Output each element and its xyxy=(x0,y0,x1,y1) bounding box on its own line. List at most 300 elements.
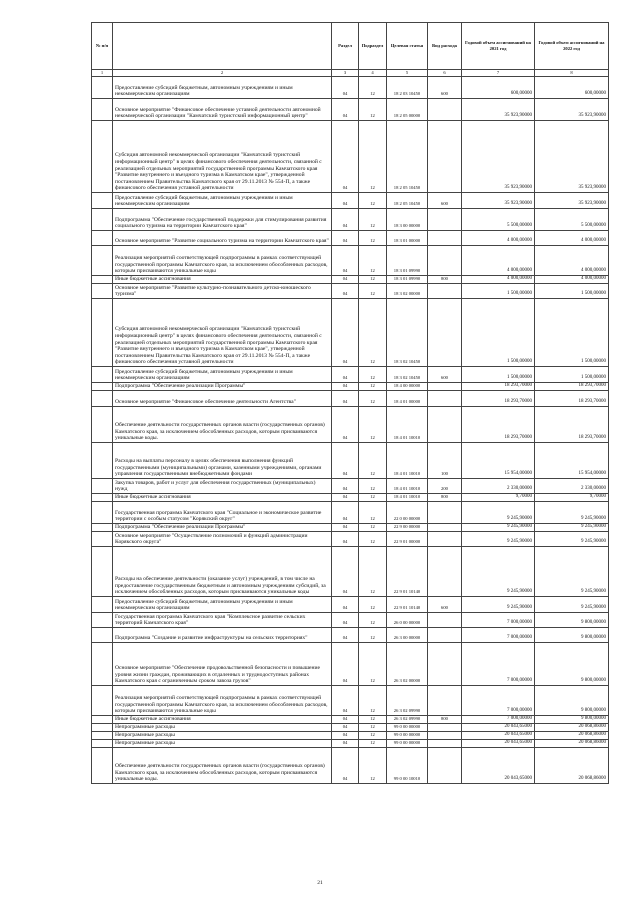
row-amount-2021-cell: 1 500,00000 xyxy=(462,284,535,299)
row-podrazdel-cell: 12 xyxy=(359,494,387,502)
row-num-cell xyxy=(92,121,113,193)
row-target-article-cell: 99 0 00 10010 xyxy=(387,748,428,784)
row-amount-2022-cell: 9 800,00000 xyxy=(535,628,609,643)
row-razdel-cell: 04 xyxy=(332,597,359,613)
row-name-cell: Иные бюджетные ассигнования xyxy=(113,276,332,284)
row-expense-type-cell xyxy=(428,732,462,740)
row-expense-type-cell xyxy=(428,99,462,121)
row-podrazdel-cell: 12 xyxy=(359,686,387,716)
row-name-cell: Реализация мероприятий соответствующей подпрограммы в рамках соответствующей государственной программы Камчатского края, за исключением обособленных расходов, которым присваиваются уникальные коды xyxy=(113,686,332,716)
row-expense-type-cell xyxy=(428,643,462,686)
row-podrazdel-cell: 12 xyxy=(359,732,387,740)
row-podrazdel-cell: 12 xyxy=(359,276,387,284)
row-expense-type-cell: 100 xyxy=(428,443,462,479)
row-expense-type-cell: 800 xyxy=(428,716,462,724)
row-target-article-cell: 18 2 05 10450 xyxy=(387,121,428,193)
row-amount-2021-cell: 9,70000 xyxy=(462,494,535,502)
row-amount-2021-cell: 7 000,00000 xyxy=(462,628,535,643)
row-expense-type-cell: 600 xyxy=(428,367,462,383)
column-number: 3 xyxy=(332,70,359,77)
row-target-article-cell: 18 3 01 09990 xyxy=(387,246,428,276)
table-row xyxy=(92,724,609,732)
row-amount-2021-cell: 2 330,00000 xyxy=(462,479,535,494)
row-name-cell: Субсидия автономной некоммерческой организации "Камчатский туристский информационный центр" в целях финансового обеспечения деятельности, связанной с реализацией отдельных мероприятий государственной программы Камчатского края "Развитие внутреннего и въездного туризма в Камчатском крае", утвержденной постановлением Правительства Камчатского края от 29.11.2013 № 554-П, а также финансового обеспечения уставной деятельности xyxy=(113,299,332,367)
table-row xyxy=(92,643,609,686)
row-name-cell: Основное мероприятие "Финансовое обеспечение уставной деятельности автономной некоммерческой организации "Камчатский туристский информационный центр" xyxy=(113,99,332,121)
row-name-cell: Обеспечение деятельности государственных органов власти (государственных органов) Камчатского края, за исключением обособленных расходов, которым присваиваются уникальные коды. xyxy=(113,407,332,443)
table-row xyxy=(92,284,609,299)
row-razdel-cell: 04 xyxy=(332,524,359,532)
row-target-article-cell: 26 3 00 00000 xyxy=(387,628,428,643)
row-name-cell: Предоставление субсидий бюджетным, автономным учреждениям и иным некоммерческим организациям xyxy=(113,77,332,99)
row-podrazdel-cell: 12 xyxy=(359,597,387,613)
row-podrazdel-cell: 12 xyxy=(359,716,387,724)
row-target-article-cell: 18 3 02 10450 xyxy=(387,299,428,367)
row-podrazdel-cell: 12 xyxy=(359,246,387,276)
row-name-cell: Государственная программа Камчатского края "Социальное и экономическое развитие территории с особым статусом "Корякский округ" xyxy=(113,502,332,524)
row-amount-2021-cell: 15 954,00000 xyxy=(462,443,535,479)
row-amount-2021-cell: 9 245,90000 xyxy=(462,597,535,613)
row-target-article-cell: 26 0 00 00000 xyxy=(387,613,428,628)
row-target-article-cell: 22 0 00 00000 xyxy=(387,502,428,524)
column-number: 1 xyxy=(92,70,113,77)
row-target-article-cell: 18 3 01 09990 xyxy=(387,276,428,284)
table-row xyxy=(92,479,609,494)
row-target-article-cell: 26 3 02 00000 xyxy=(387,643,428,686)
row-podrazdel-cell: 12 xyxy=(359,407,387,443)
row-podrazdel-cell: 12 xyxy=(359,532,387,547)
row-razdel-cell: 04 xyxy=(332,299,359,367)
row-expense-type-cell xyxy=(428,209,462,231)
column-number: 6 xyxy=(428,70,462,77)
row-target-article-cell: 18 4 01 10010 xyxy=(387,494,428,502)
row-amount-2021-cell: 7 000,00000 xyxy=(462,643,535,686)
table-row xyxy=(92,716,609,724)
header-num: № п/п xyxy=(92,23,113,70)
row-target-article-cell: 18 4 01 00000 xyxy=(387,391,428,407)
row-target-article-cell: 22 9 01 10140 xyxy=(387,547,428,597)
row-amount-2022-cell: 9 800,00000 xyxy=(535,613,609,628)
row-num-cell xyxy=(92,246,113,276)
row-razdel-cell: 04 xyxy=(332,383,359,391)
row-target-article-cell: 18 4 01 10010 xyxy=(387,407,428,443)
header-name xyxy=(113,23,332,70)
column-number-row xyxy=(92,70,609,77)
row-expense-type-cell xyxy=(428,740,462,748)
row-podrazdel-cell: 12 xyxy=(359,524,387,532)
row-num-cell xyxy=(92,479,113,494)
row-target-article-cell: 18 2 05 10450 xyxy=(387,193,428,209)
row-name-cell: Реализация мероприятий соответствующей подпрограммы в рамках соответствующей государственной программы Камчатского края, за исключением обособленных расходов, которым присваиваются уникальные коды xyxy=(113,246,332,276)
row-num-cell xyxy=(92,407,113,443)
row-target-article-cell: 18 4 01 10010 xyxy=(387,479,428,494)
table-row xyxy=(92,686,609,716)
row-name-cell: Непрограммные расходы xyxy=(113,740,332,748)
row-amount-2021-cell: 9 245,90000 xyxy=(462,547,535,597)
row-num-cell xyxy=(92,643,113,686)
row-target-article-cell: 22 9 01 00000 xyxy=(387,532,428,547)
row-target-article-cell: 22 9 00 00000 xyxy=(387,524,428,532)
row-num-cell xyxy=(92,686,113,716)
row-podrazdel-cell: 12 xyxy=(359,383,387,391)
row-razdel-cell: 04 xyxy=(332,748,359,784)
table-row xyxy=(92,613,609,628)
row-name-cell: Расходы на обеспечение деятельности (оказание услуг) учреждений, в том числе на предоставление государственным бюджетным и автономным учреждениям субсидий, за исключением обособленных расходов, которым присваиваются уникальные коды xyxy=(113,547,332,597)
row-name-cell: Основное мероприятие "Развитие социального туризма на территории Камчатского края" xyxy=(113,231,332,246)
row-name-cell: Расходы на выплаты персоналу в целях обеспечения выполнения функций государственными (муниципальными) органами, казенными учреждениями, органами управления государственными внебюджетными фондами xyxy=(113,443,332,479)
row-amount-2022-cell: 9 245,90000 xyxy=(535,502,609,524)
table-row xyxy=(92,494,609,502)
table-row xyxy=(92,532,609,547)
column-number: 4 xyxy=(359,70,387,77)
row-amount-2021-cell: 7 000,00000 xyxy=(462,686,535,716)
row-amount-2022-cell: 4 000,00000 xyxy=(535,276,609,284)
row-amount-2021-cell: 600,00000 xyxy=(462,77,535,99)
row-num-cell xyxy=(92,391,113,407)
row-num-cell xyxy=(92,99,113,121)
row-razdel-cell: 04 xyxy=(332,193,359,209)
row-target-article-cell: 26 3 02 09990 xyxy=(387,686,428,716)
row-num-cell xyxy=(92,597,113,613)
row-amount-2021-cell: 5 500,00000 xyxy=(462,209,535,231)
row-podrazdel-cell: 12 xyxy=(359,209,387,231)
row-razdel-cell: 04 xyxy=(332,613,359,628)
row-num-cell xyxy=(92,716,113,724)
table-row xyxy=(92,740,609,748)
row-target-article-cell: 18 4 01 10010 xyxy=(387,443,428,479)
row-name-cell: Основное мероприятие "Финансовое обеспечение деятельности Агентства" xyxy=(113,391,332,407)
table-row xyxy=(92,391,609,407)
row-razdel-cell: 04 xyxy=(332,740,359,748)
row-podrazdel-cell: 12 xyxy=(359,121,387,193)
header-2021: Годовой объем ассигнований на 2021 год xyxy=(462,23,535,70)
row-amount-2021-cell: 7 000,00000 xyxy=(462,613,535,628)
row-amount-2022-cell: 20 068,86000 xyxy=(535,724,609,732)
table-row xyxy=(92,628,609,643)
row-expense-type-cell: 600 xyxy=(428,77,462,99)
row-razdel-cell: 04 xyxy=(332,643,359,686)
table-row xyxy=(92,276,609,284)
column-number: 8 xyxy=(535,70,609,77)
budget-table xyxy=(91,22,609,784)
table-row xyxy=(92,99,609,121)
row-amount-2022-cell: 1 500,00000 xyxy=(535,299,609,367)
table-row xyxy=(92,367,609,383)
row-amount-2021-cell: 35 923,90000 xyxy=(462,121,535,193)
row-amount-2021-cell: 1 500,00000 xyxy=(462,367,535,383)
row-expense-type-cell xyxy=(428,391,462,407)
page-number: 21 xyxy=(317,880,323,886)
row-expense-type-cell xyxy=(428,686,462,716)
row-podrazdel-cell: 12 xyxy=(359,628,387,643)
row-amount-2022-cell: 35 923,90000 xyxy=(535,121,609,193)
row-amount-2022-cell: 9 245,90000 xyxy=(535,597,609,613)
row-expense-type-cell: 200 xyxy=(428,479,462,494)
row-expense-type-cell xyxy=(428,628,462,643)
column-number: 5 xyxy=(387,70,428,77)
row-podrazdel-cell: 12 xyxy=(359,77,387,99)
row-target-article-cell: 18 3 02 00000 xyxy=(387,284,428,299)
row-podrazdel-cell: 12 xyxy=(359,613,387,628)
row-num-cell xyxy=(92,77,113,99)
row-amount-2022-cell: 4 000,00000 xyxy=(535,231,609,246)
row-num-cell xyxy=(92,724,113,732)
row-podrazdel-cell: 12 xyxy=(359,231,387,246)
row-name-cell: Иные бюджетные ассигнования xyxy=(113,494,332,502)
row-expense-type-cell xyxy=(428,121,462,193)
row-amount-2021-cell: 7 000,00000 xyxy=(462,716,535,724)
row-num-cell xyxy=(92,628,113,643)
table-row xyxy=(92,597,609,613)
row-razdel-cell: 04 xyxy=(332,231,359,246)
row-amount-2021-cell: 9 245,90000 xyxy=(462,532,535,547)
row-num-cell xyxy=(92,209,113,231)
table-header-row xyxy=(92,23,609,70)
row-amount-2022-cell: 20 068,86000 xyxy=(535,748,609,784)
table-row xyxy=(92,209,609,231)
row-num-cell xyxy=(92,276,113,284)
row-expense-type-cell xyxy=(428,299,462,367)
row-target-article-cell: 99 0 00 00000 xyxy=(387,740,428,748)
row-name-cell: Предоставление субсидий бюджетным, автономным учреждениям и иным некоммерческим организациям xyxy=(113,597,332,613)
row-target-article-cell: 18 4 00 00000 xyxy=(387,383,428,391)
row-amount-2022-cell: 35 923,90000 xyxy=(535,99,609,121)
row-expense-type-cell xyxy=(428,502,462,524)
row-amount-2022-cell: 9 245,90000 xyxy=(535,547,609,597)
row-razdel-cell: 04 xyxy=(332,724,359,732)
row-name-cell: Основное мероприятие "Развитие культурно-познавательного детско-юношеского туризма" xyxy=(113,284,332,299)
row-amount-2022-cell: 9 800,00000 xyxy=(535,716,609,724)
table-row xyxy=(92,231,609,246)
row-num-cell xyxy=(92,367,113,383)
row-amount-2021-cell: 4 000,00000 xyxy=(462,246,535,276)
row-podrazdel-cell: 12 xyxy=(359,724,387,732)
row-razdel-cell: 04 xyxy=(332,732,359,740)
row-expense-type-cell: 800 xyxy=(428,276,462,284)
row-name-cell: Предоставление субсидий бюджетным, автономным учреждениям и иным некоммерческим организациям xyxy=(113,367,332,383)
row-num-cell xyxy=(92,502,113,524)
row-name-cell: Иные бюджетные ассигнования xyxy=(113,716,332,724)
row-num-cell xyxy=(92,383,113,391)
row-podrazdel-cell: 12 xyxy=(359,193,387,209)
row-amount-2022-cell: 35 923,90000 xyxy=(535,193,609,209)
row-podrazdel-cell: 12 xyxy=(359,99,387,121)
row-num-cell xyxy=(92,443,113,479)
table-row xyxy=(92,748,609,784)
row-razdel-cell: 04 xyxy=(332,367,359,383)
row-razdel-cell: 04 xyxy=(332,77,359,99)
row-podrazdel-cell: 12 xyxy=(359,391,387,407)
column-number: 2 xyxy=(113,70,332,77)
row-num-cell xyxy=(92,231,113,246)
row-amount-2021-cell: 20 043,65000 xyxy=(462,724,535,732)
row-expense-type-cell xyxy=(428,532,462,547)
row-podrazdel-cell: 12 xyxy=(359,299,387,367)
table-row xyxy=(92,524,609,532)
row-name-cell: Подпрограмма "Обеспечение государственной поддержки для стимулирования развития социального туризма на территории Камчатского края" xyxy=(113,209,332,231)
row-razdel-cell: 04 xyxy=(332,246,359,276)
row-num-cell xyxy=(92,532,113,547)
row-name-cell: Обеспечение деятельности государственных органов власти (государственных органов) Камчатского края, за исключением обособленных расходов, которым присваиваются уникальные коды. xyxy=(113,748,332,784)
row-amount-2021-cell: 1 500,00000 xyxy=(462,299,535,367)
header-podrazdel: Подраздел xyxy=(359,23,387,70)
row-name-cell: Основное мероприятие "Обеспечение продовольственной безопасности и повышение уровня жизни граждан, проживающих в отдаленных и труднодоступных районах Камчатского края с ограниченным сроком завоза грузов" xyxy=(113,643,332,686)
row-amount-2021-cell: 20 043,65000 xyxy=(462,740,535,748)
row-amount-2022-cell: 5 500,00000 xyxy=(535,209,609,231)
row-name-cell: Закупка товаров, работ и услуг для обеспечения государственных (муниципальных) нужд xyxy=(113,479,332,494)
row-expense-type-cell xyxy=(428,748,462,784)
row-razdel-cell: 04 xyxy=(332,479,359,494)
row-num-cell xyxy=(92,613,113,628)
row-razdel-cell: 04 xyxy=(332,716,359,724)
row-amount-2022-cell: 9 800,00000 xyxy=(535,686,609,716)
row-expense-type-cell xyxy=(428,547,462,597)
row-amount-2021-cell: 18 293,70000 xyxy=(462,407,535,443)
row-podrazdel-cell: 12 xyxy=(359,643,387,686)
row-razdel-cell: 04 xyxy=(332,284,359,299)
table-row xyxy=(92,121,609,193)
header-expense-type: Вид расхода xyxy=(428,23,462,70)
header-razdel: Раздел xyxy=(332,23,359,70)
row-name-cell: Предоставление субсидий бюджетным, автономным учреждениям и иным некоммерческим организациям xyxy=(113,193,332,209)
row-amount-2021-cell: 35 923,90000 xyxy=(462,193,535,209)
row-amount-2022-cell: 4 000,00000 xyxy=(535,246,609,276)
row-amount-2022-cell: 9 245,90000 xyxy=(535,524,609,532)
row-num-cell xyxy=(92,284,113,299)
table-row xyxy=(92,246,609,276)
table-row xyxy=(92,732,609,740)
row-podrazdel-cell: 12 xyxy=(359,748,387,784)
row-expense-type-cell: 600 xyxy=(428,597,462,613)
row-num-cell xyxy=(92,193,113,209)
row-expense-type-cell xyxy=(428,383,462,391)
row-razdel-cell: 04 xyxy=(332,276,359,284)
row-razdel-cell: 04 xyxy=(332,407,359,443)
table-row xyxy=(92,547,609,597)
row-target-article-cell: 18 3 02 10450 xyxy=(387,367,428,383)
row-podrazdel-cell: 12 xyxy=(359,443,387,479)
row-num-cell xyxy=(92,299,113,367)
table-row xyxy=(92,407,609,443)
row-target-article-cell: 99 0 00 00000 xyxy=(387,724,428,732)
row-expense-type-cell xyxy=(428,231,462,246)
column-number: 7 xyxy=(462,70,535,77)
row-podrazdel-cell: 12 xyxy=(359,284,387,299)
row-num-cell xyxy=(92,524,113,532)
row-amount-2022-cell: 18 293,70000 xyxy=(535,391,609,407)
row-razdel-cell: 04 xyxy=(332,532,359,547)
row-num-cell xyxy=(92,748,113,784)
row-expense-type-cell xyxy=(428,407,462,443)
row-expense-type-cell xyxy=(428,284,462,299)
row-amount-2021-cell: 20 043,65000 xyxy=(462,732,535,740)
table-row xyxy=(92,383,609,391)
row-target-article-cell: 99 0 00 00000 xyxy=(387,732,428,740)
row-amount-2021-cell: 9 245,90000 xyxy=(462,502,535,524)
row-name-cell: Государственная программа Камчатского края "Комплексное развитие сельских территорий Камчатского края" xyxy=(113,613,332,628)
row-amount-2022-cell: 20 068,86000 xyxy=(535,740,609,748)
row-amount-2021-cell: 18 293,70000 xyxy=(462,391,535,407)
row-razdel-cell: 04 xyxy=(332,547,359,597)
header-target-article: Целевая статья xyxy=(387,23,428,70)
row-amount-2022-cell: 600,00000 xyxy=(535,77,609,99)
table-row xyxy=(92,77,609,99)
row-expense-type-cell xyxy=(428,724,462,732)
row-amount-2022-cell: 15 954,00000 xyxy=(535,443,609,479)
row-razdel-cell: 04 xyxy=(332,209,359,231)
row-amount-2022-cell: 2 330,00000 xyxy=(535,479,609,494)
row-name-cell: Непрограммные расходы xyxy=(113,732,332,740)
row-podrazdel-cell: 12 xyxy=(359,367,387,383)
row-razdel-cell: 04 xyxy=(332,391,359,407)
row-target-article-cell: 18 2 05 00000 xyxy=(387,99,428,121)
header-2022: Годовой объем ассигнований на 2022 год xyxy=(535,23,609,70)
row-amount-2022-cell: 9,70000 xyxy=(535,494,609,502)
row-num-cell xyxy=(92,494,113,502)
row-expense-type-cell xyxy=(428,524,462,532)
row-name-cell: Подпрограмма "Обеспечение реализации Программы" xyxy=(113,383,332,391)
row-amount-2022-cell: 18 293,70000 xyxy=(535,407,609,443)
row-amount-2022-cell: 1 500,00000 xyxy=(535,284,609,299)
row-podrazdel-cell: 12 xyxy=(359,740,387,748)
row-amount-2022-cell: 18 293,70000 xyxy=(535,383,609,391)
row-podrazdel-cell: 12 xyxy=(359,502,387,524)
row-num-cell xyxy=(92,740,113,748)
row-target-article-cell: 18 3 01 00000 xyxy=(387,231,428,246)
row-name-cell: Подпрограмма "Создание и развитие инфраструктуры на сельских территориях" xyxy=(113,628,332,643)
row-podrazdel-cell: 12 xyxy=(359,547,387,597)
row-num-cell xyxy=(92,547,113,597)
row-podrazdel-cell: 12 xyxy=(359,479,387,494)
row-target-article-cell: 18 3 00 00000 xyxy=(387,209,428,231)
budget-table-page xyxy=(91,22,608,784)
table-row xyxy=(92,443,609,479)
row-amount-2021-cell: 4 000,00000 xyxy=(462,276,535,284)
row-name-cell: Основное мероприятие "Осуществление полномочий и функций администрации Корякского округа" xyxy=(113,532,332,547)
row-razdel-cell: 04 xyxy=(332,686,359,716)
row-target-article-cell: 22 9 01 10140 xyxy=(387,597,428,613)
row-amount-2022-cell: 9 800,00000 xyxy=(535,643,609,686)
row-razdel-cell: 04 xyxy=(332,628,359,643)
row-amount-2022-cell: 20 068,86000 xyxy=(535,732,609,740)
row-amount-2022-cell: 9 245,90000 xyxy=(535,532,609,547)
row-expense-type-cell xyxy=(428,246,462,276)
row-amount-2021-cell: 9 245,90000 xyxy=(462,524,535,532)
row-amount-2021-cell: 20 043,65000 xyxy=(462,748,535,784)
row-amount-2021-cell: 18 293,70000 xyxy=(462,383,535,391)
row-target-article-cell: 18 2 03 10450 xyxy=(387,77,428,99)
row-name-cell: Субсидия автономной некоммерческой организации "Камчатский туристский информационный центр" в целях финансового обеспечения деятельности, связанной с реализацией отдельных мероприятий государственной программы Камчатского края "Развитие внутреннего и въездного туризма в Камчатском крае", утвержденной постановлением Правительства Камчатского края от 29.11.2013 № 554-П, а также финансового обеспечения уставной деятельности xyxy=(113,121,332,193)
row-razdel-cell: 04 xyxy=(332,502,359,524)
row-amount-2021-cell: 35 923,90000 xyxy=(462,99,535,121)
row-amount-2022-cell: 1 500,00000 xyxy=(535,367,609,383)
row-razdel-cell: 04 xyxy=(332,443,359,479)
row-razdel-cell: 04 xyxy=(332,99,359,121)
row-expense-type-cell: 600 xyxy=(428,193,462,209)
row-num-cell xyxy=(92,732,113,740)
row-razdel-cell: 04 xyxy=(332,121,359,193)
row-expense-type-cell xyxy=(428,613,462,628)
row-amount-2021-cell: 4 000,00000 xyxy=(462,231,535,246)
row-name-cell: Подпрограмма "Обеспечение реализации Программы" xyxy=(113,524,332,532)
row-razdel-cell: 04 xyxy=(332,494,359,502)
table-row xyxy=(92,299,609,367)
row-name-cell: Непрограммные расходы xyxy=(113,724,332,732)
row-target-article-cell: 26 3 02 09990 xyxy=(387,716,428,724)
row-expense-type-cell: 800 xyxy=(428,494,462,502)
table-row xyxy=(92,193,609,209)
table-row xyxy=(92,502,609,524)
